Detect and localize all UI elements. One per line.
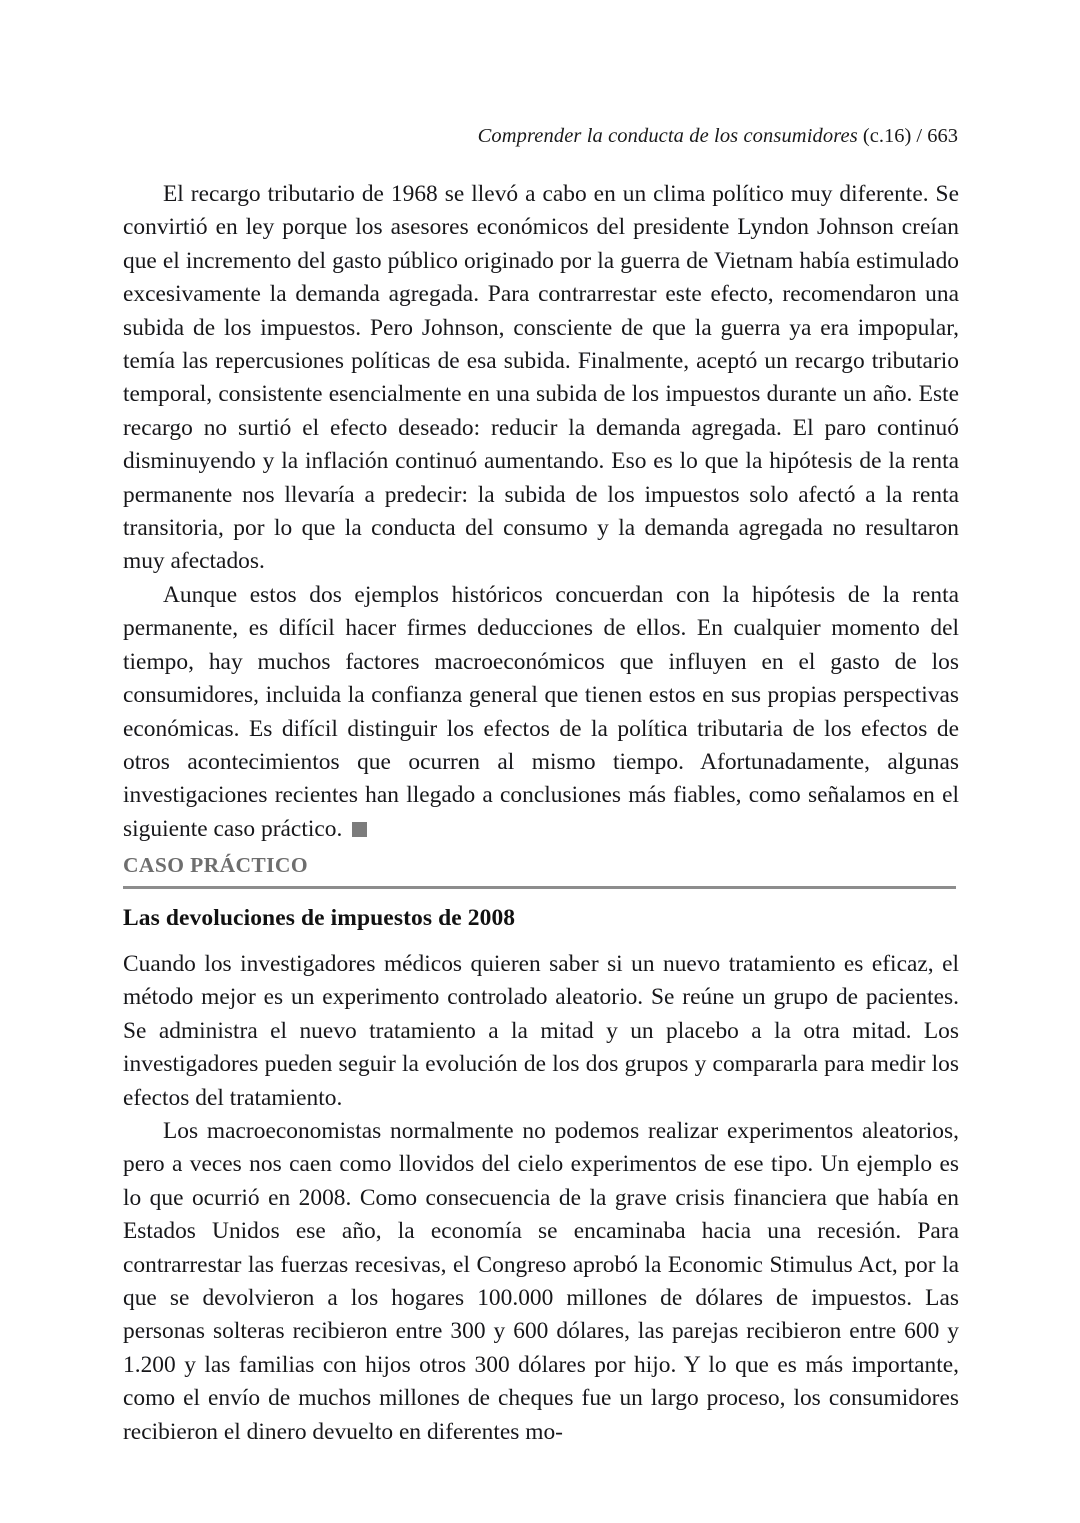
case-study-divider [123,886,956,889]
case-study-body [123,948,959,1449]
paragraph-1: El recargo tributario de 1968 se llevó a cabo en un clima político muy diferente. Se convirtió en ley porque los asesores económicos del presidente Lyndon Johnson creían que el incremento del gasto público originado por la guerra de Vietnam había estimulado excesivamente la demanda agregada. Para contrarrestar este efecto, recomendaron una subida de los impuestos. Pero Johnson, consciente de que la guerra ya era impopular, temía las repercusiones políticas de esa subida. Finalmente, aceptó un recargo tributario temporal, consistente esencialmente en una subida de los impuestos durante un año. Este recargo no surtió el efecto deseado: reducir la demanda agregada. El paro continuó disminuyendo y la inflación continuó aumentando. Eso es lo que la hipótesis de la renta permanente nos llevaría a predecir: la subida de los impuestos solo afectó a la renta transitoria, por lo que la conducta del consumo y la demanda agregada no resultaron muy afectados. [123,181,959,575]
body-text-column [123,178,959,846]
case-paragraph-1: Cuando los investigadores médicos quieren saber si un nuevo tratamiento es eficaz, el método mejor es un experimento controlado aleatorio. Se reúne un grupo de pacientes. Se administra el nuevo tratamiento a la mitad y un placebo a la otra mitad. Los investigadores pueden seguir la evolución de los dos grupos y compararla para medir los efectos del tratamiento. [123,951,959,1111]
paragraph-2 [123,579,959,846]
case-study-header-block [123,852,959,933]
case-study-label: CASO PRÁCTICO [123,853,308,877]
running-header [123,123,958,149]
case-study-title: Las devoluciones de impuestos de 2008 [123,905,516,931]
paragraph-2-text: Aunque estos dos ejemplos históricos concuerdan con la hipótesis de la renta permanente, es difícil hacer firmes deducciones de ellos. En cualquier momento del tiempo, hay muchos factores macroeconómicos que influyen en el gasto de los consumidores, incluida la confianza general que tienen estos en sus propias perspectivas económicas. Es difícil distinguir los efectos de la política tributaria de los efectos de otros acontecimientos que ocurren al mismo tiempo. Afortunadamente, algunas investigaciones recientes han llegado a conclusiones más fiables, como señalamos en el siguiente caso práctico. [123,581,959,842]
case-paragraph-2: Los macroeconomistas normalmente no podemos realizar experimentos aleatorios, pero a veces nos caen como llovidos del cielo experimentos de ese tipo. Un ejemplo es lo que ocurrió en 2008. Como consecuencia de la grave crisis financiera que había en Estados Unidos ese año, la economía se encaminaba hacia una recesión. Para contrarrestar las fuerzas recesivas, el Congreso aprobó la Economic Stimulus Act, por la que se devolvieron a los hogares 100.000 millones de dólares de impuestos. Las personas solteras recibieron entre 300 y 600 dólares, las parejas recibieron entre 600 y 1.200 y las familias con hijos otros 300 dólares por hijo. Y lo que es más importante, como el envío de muchos millones de cheques fue un largo proceso, los consumidores recibieron el dinero devuelto en diferentes mo- [123,1118,959,1445]
end-of-section-square-icon [352,822,367,837]
running-header-title: Comprender la conducta de los consumidores [477,125,858,147]
running-header-page-ref: (c.16) / 663 [857,125,958,147]
